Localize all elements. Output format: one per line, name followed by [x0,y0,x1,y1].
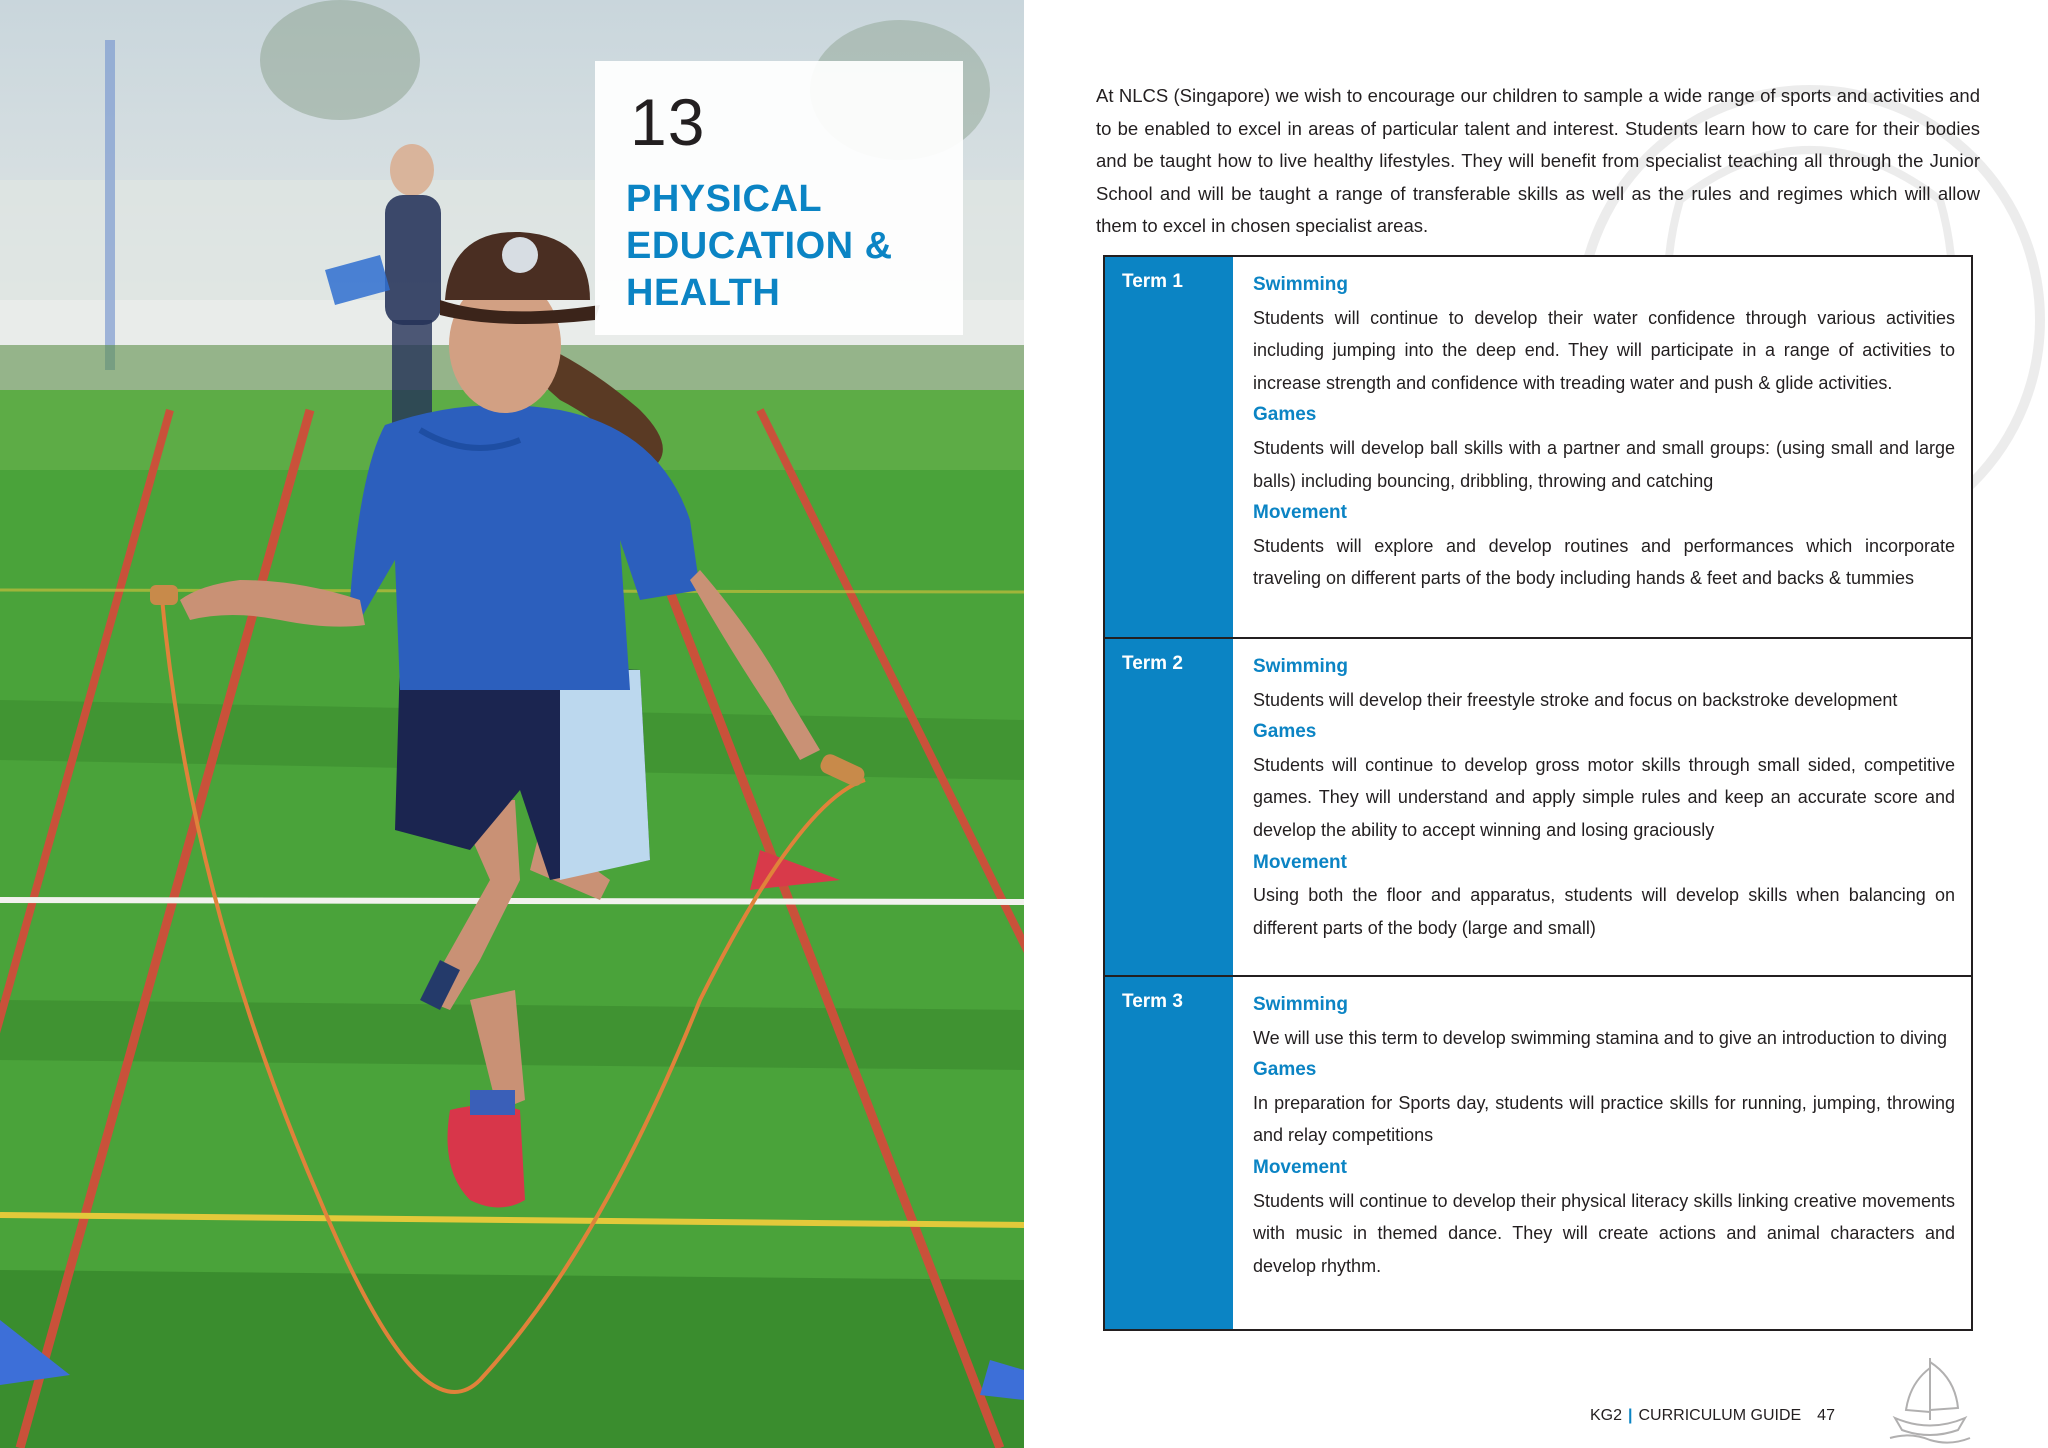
section-text: Using both the floor and apparatus, students will develop skills when balancing on different parts of the body (large and small) [1253,885,1955,938]
term-label: Term 3 [1122,991,1183,1012]
term-label: Term 2 [1122,653,1183,674]
term-label-cell [1105,977,1233,1329]
term-content [1253,269,1955,595]
term-label-cell [1105,257,1233,637]
intro-paragraph: At NLCS (Singapore) we wish to encourage our children to sample a wide range of sports and activities and to be enabled to excel in areas of particular talent and interest. Students learn how to care for their bodies and be taught how to live healthy lifestyles. They will benefit from specialist teaching all through the Junior School and will be taught a range of transferable skills as well as the rules and regimes which will allow them to excel in chosen specialist areas. [1096,85,1980,237]
ship-logo-icon [1880,1348,1980,1448]
term-label-cell [1105,639,1233,975]
section-heading: Movement [1253,851,1347,873]
footer-doc: KG2 [1590,1407,1623,1424]
section-heading: Movement [1253,502,1347,524]
section-heading: Swimming [1253,274,1349,295]
term-row [1105,637,1971,975]
term-label: Term 1 [1122,271,1183,292]
section-text: Students will continue to develop their physical literacy skills linking creative movements with music in themed dance. They will create actions and animal characters and develop rhythm. [1253,1190,1955,1276]
footer-separator: | [1628,1407,1633,1424]
footer-guide: CURRICULUM GUIDE [1638,1407,1802,1424]
section-heading: Games [1253,404,1317,426]
term-row [1105,257,1971,637]
section-text: In preparation for Sports day, students will practice skills for running, jumping, throwing and relay competitions [1253,1092,1955,1146]
chapter-title-line: EDUCATION & [626,225,893,267]
section-heading: Movement [1253,1156,1347,1178]
section-text: We will use this term to develop swimming stamina and to give an introduction to diving [1253,1027,1948,1048]
term-content [1253,989,1955,1282]
section-text: Students will develop their freestyle stroke and focus on backstroke development [1253,689,1898,710]
page-footer [1590,1407,1835,1425]
section-heading: Swimming [1253,656,1349,677]
term-row [1105,975,1971,1329]
section-heading: Games [1253,721,1317,743]
section-text: Students will develop ball skills with a partner and small groups: (using small and large balls) including bouncing, dribbling, throwing and catching [1253,437,1955,491]
chapter-title-line: PHYSICAL [626,178,823,220]
section-text: Students will continue to develop gross motor skills through small sided, competitive games. They will understand and apply simple rules and keep an accurate score and develop the ability to accept winning and losing graciously [1253,754,1955,840]
chapter-number: 13 [630,85,706,159]
section-heading: Swimming [1253,994,1349,1015]
section-text: Students will continue to develop their water confidence through various activities including jumping into the deep end. They will participate in a range of activities to increase strength and confidence with treading water and push & glide activities. [1253,307,1955,393]
chapter-title-line: HEALTH [626,272,781,314]
page-number: 47 [1817,1407,1835,1424]
term-content [1253,651,1955,944]
terms-table [1103,255,1973,1331]
section-text: Students will explore and develop routines and performances which incorporate traveling on different parts of the body including hands & feet and backs & tummies [1253,535,1955,589]
section-heading: Games [1253,1059,1317,1081]
chapter-title [626,176,956,317]
